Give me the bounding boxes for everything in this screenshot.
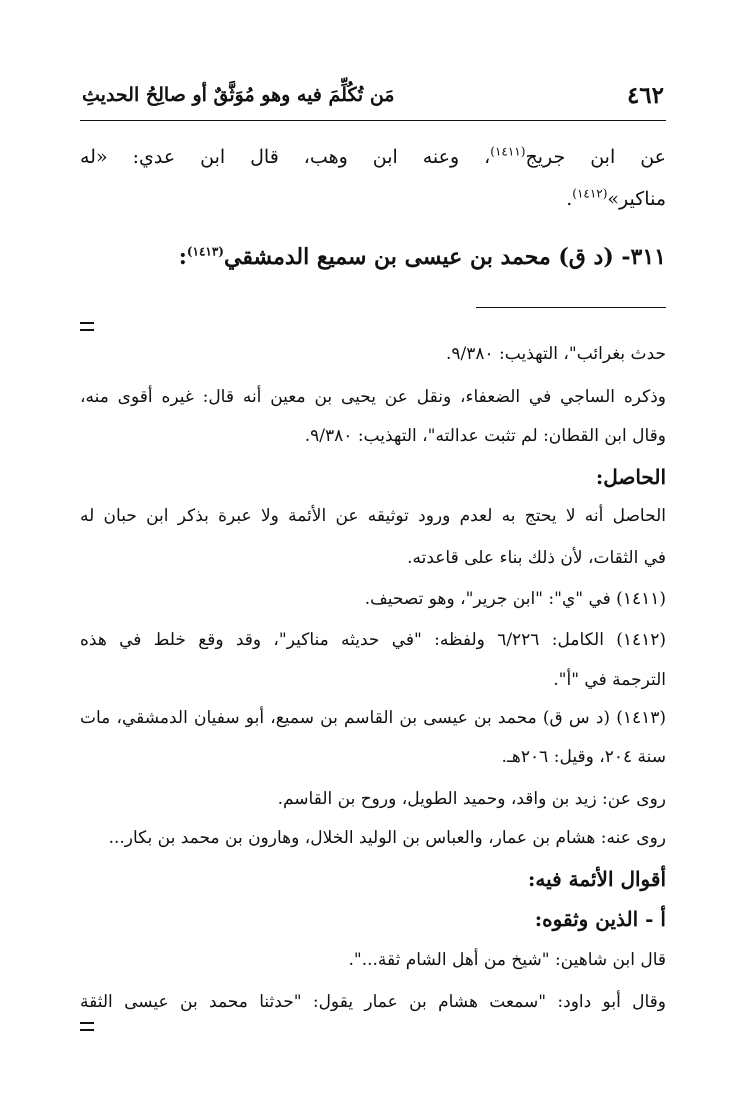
footnote-line: في الثقات، لأن ذلك بناء على قاعدته. [407, 548, 666, 568]
footnote-1413: (١٤١٣) (د س ق) محمد بن عيسى بن القاسم بن سميع، أبو سفيان الدمشقي، مات [80, 708, 666, 728]
entry-title: ٣١١- (د ق) محمد بن عيسى بن سميع الدمشقي [223, 244, 666, 270]
body-text: ، وعنه ابن وهب، قال ابن عدي: «له [80, 146, 491, 168]
footnote-ref-1413: (١٤١٣) [186, 244, 224, 259]
section-heading-trusted: أ - الذين وثقوه: [534, 907, 666, 931]
body-text: مناكير» [607, 188, 666, 210]
footnote-line: حدث بغرائب"، التهذيب: ٩/٣٨٠. [445, 344, 666, 364]
continuation-mark [80, 1022, 94, 1031]
footnote-1412: (١٤١٢) الكامل: ٦/٢٢٦ ولفظه: "في حديثه مناكير"، وقد وقع خلط في هذه [80, 630, 667, 650]
page-header [80, 80, 666, 121]
footnote-line: وقال أبو داود: "سمعت هشام بن عمار يقول: "حدثنا محمد بن عيسى الثقة [80, 992, 666, 1012]
section-heading-conclusion: الحاصل: [595, 465, 666, 489]
footnote-line: وذكره الساجي في الضعفاء، ونقل عن يحيى بن معين أنه قال: غيره أقوى منه، [80, 387, 666, 407]
body-text: . [566, 188, 573, 210]
footnote-line: الترجمة في "أ". [553, 670, 666, 690]
body-text: عن ابن جريج [525, 146, 666, 168]
footnote-line: روى عن: زيد بن واقد، وحميد الطويل، وروح بن القاسم. [277, 789, 666, 809]
page-number: ٤٦٢ [626, 82, 664, 109]
footnote-ref-1411: (١٤١١) [490, 144, 526, 159]
footnote-ref-1412: (١٤١٢) [572, 186, 608, 201]
footnote-separator [476, 307, 666, 308]
entry-colon: : [178, 244, 187, 270]
footnote-line: قال ابن شاهين: "شيخ من أهل الشام ثقة...". [348, 950, 666, 970]
footnote-line: روى عنه: هشام بن عمار، والعباس بن الوليد الخلال، وهارون بن محمد بن بكار... [108, 828, 666, 848]
footnote-line: الحاصل أنه لا يحتج به لعدم ورود توثيقه عن الأئمة ولا عبرة بذكر ابن حبان له [80, 506, 666, 526]
entry-heading [80, 244, 666, 270]
body-line-1 [80, 146, 666, 168]
footnote-line: سنة ٢٠٤، وقيل: ٢٠٦هـ. [501, 747, 666, 767]
footnote-1411: (١٤١١) في "ي": "ابن جرير"، وهو تصحيف. [364, 589, 666, 609]
section-heading-opinions: أقوال الأئمة فيه: [528, 867, 666, 891]
footnote-line: وقال ابن القطان: لم تثبت عدالته"، التهذيب: ٩/٣٨٠. [304, 426, 666, 446]
continuation-mark [80, 322, 94, 331]
body-line-2 [80, 188, 666, 210]
running-title: مَن تُكُلِّمَ فيه وهو مُوَثَّقٌ أو صالِحُ الحديثِ [82, 84, 395, 106]
